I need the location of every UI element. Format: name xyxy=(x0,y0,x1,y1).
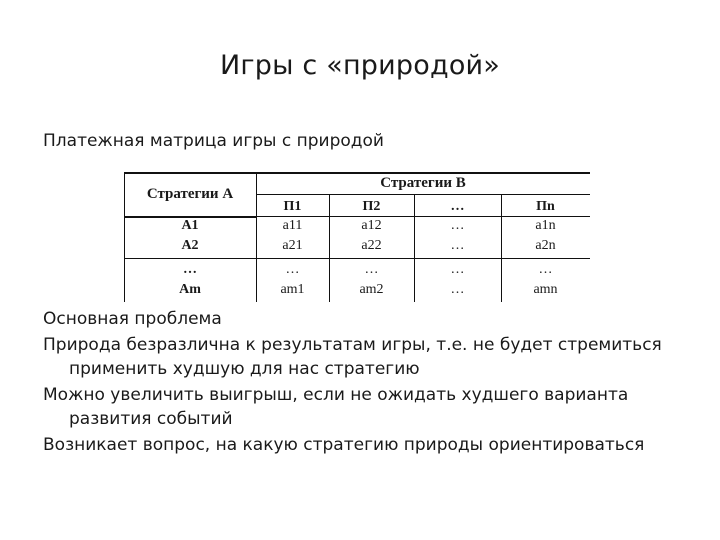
matrix-cell: … xyxy=(450,218,465,233)
matrix-cell: … xyxy=(450,262,465,277)
matrix-cell: … xyxy=(285,262,300,277)
slide-body xyxy=(43,307,703,458)
matrix-row-divider xyxy=(124,258,590,259)
strategies-b-header: Стратегии B xyxy=(380,175,466,191)
matrix-top-border xyxy=(124,172,590,174)
col-header: П1 xyxy=(283,199,302,214)
row-label: A1 xyxy=(181,218,199,233)
matrix-cell: a1n xyxy=(535,218,556,233)
matrix-cell: … xyxy=(450,282,465,297)
matrix-cell: a21 xyxy=(282,238,303,253)
matrix-cell: a11 xyxy=(282,218,303,233)
col-header: … xyxy=(450,199,465,214)
row-label: … xyxy=(183,262,197,277)
matrix-cell: … xyxy=(450,238,465,253)
body-paragraph: Возникает вопрос, на какую стратегию природы ориентироваться xyxy=(43,434,645,455)
row-label: Am xyxy=(179,282,201,297)
body-paragraph: Основная проблема xyxy=(43,309,222,329)
payoff-matrix xyxy=(124,172,590,302)
matrix-cell: amn xyxy=(533,282,558,297)
matrix-header-bottom-right xyxy=(256,216,590,217)
matrix-cell: a2n xyxy=(535,238,556,253)
matrix-header-divider xyxy=(256,194,590,195)
col-header: Пn xyxy=(536,199,555,214)
matrix-cell: am1 xyxy=(280,282,305,297)
matrix-cell: … xyxy=(364,262,379,277)
col-header: П2 xyxy=(362,199,381,214)
slide-subtitle: Платежная матрица игры с природой xyxy=(43,131,384,151)
strategies-a-header: Стратегии А xyxy=(146,186,234,202)
matrix-cell: am2 xyxy=(359,282,384,297)
body-paragraph: Природа безразлична к результатам игры, т.е. не будет стремиться применить худшую для нас стратегию xyxy=(43,334,662,379)
matrix-cell: a12 xyxy=(361,218,382,233)
body-paragraph: Можно увеличить выигрыш, если не ожидать худшего варианта развития событий xyxy=(43,384,629,429)
matrix-cell: … xyxy=(538,262,553,277)
row-label: A2 xyxy=(181,238,199,253)
slide-title: Игры с «природой» xyxy=(219,50,501,81)
matrix-cell: a22 xyxy=(361,238,382,253)
